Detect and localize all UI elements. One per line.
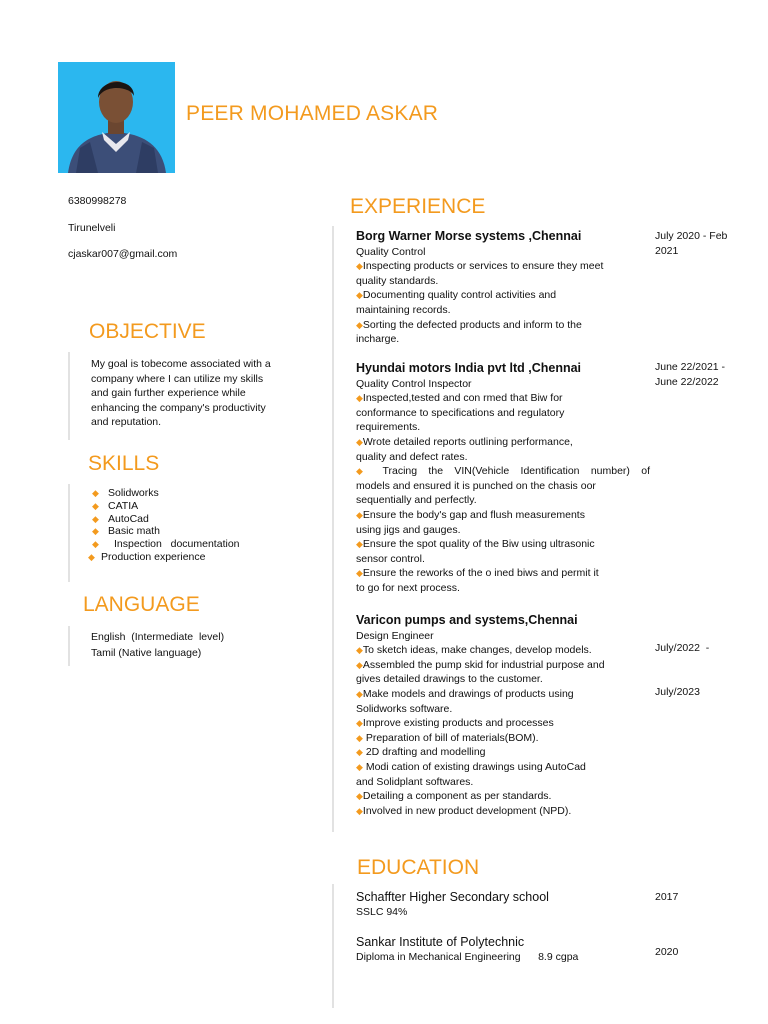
job-line: ◆ Tracing the VIN(Vehicle Identification number) of bbox=[356, 465, 650, 478]
education-entry bbox=[356, 890, 549, 918]
diamond-bullet-icon: ◆ bbox=[88, 551, 95, 562]
objective-heading: OBJECTIVE bbox=[89, 320, 206, 343]
job-line: ◆Ensure the reworks of the o ined biws and permit it bbox=[356, 567, 599, 580]
job-line: ◆Inspected,tested and con rmed that Biw for bbox=[356, 392, 563, 405]
diamond-bullet-icon: ◆ bbox=[356, 568, 363, 579]
city: Tirunelveli bbox=[68, 222, 116, 234]
objective-line: company where I can utilize my skills bbox=[91, 372, 264, 385]
language-item: Tamil (Native language) bbox=[91, 646, 202, 659]
job-line: sequentially and perfectly. bbox=[356, 494, 477, 507]
job-dates: July 2020 - Feb 2021 bbox=[655, 230, 728, 257]
job-line: conformance to specifications and regulatory bbox=[356, 406, 565, 419]
job-line: ◆Documenting quality control activities and bbox=[356, 289, 557, 302]
diamond-bullet-icon: ◆ bbox=[92, 526, 99, 537]
job-line: ◆Inspecting products or services to ensure they meet bbox=[356, 260, 604, 273]
job-line: models and ensured it is punched on the chasis oor bbox=[356, 479, 596, 492]
job-line: ◆Improve existing products and processes bbox=[356, 717, 554, 730]
diamond-bullet-icon: ◆ bbox=[356, 290, 363, 301]
objective-line: enhancing the company's productivity bbox=[91, 401, 266, 414]
education-year: 2017 bbox=[655, 891, 679, 903]
job-line: ◆ Modi cation of existing drawings using AutoCad bbox=[356, 760, 586, 773]
diamond-bullet-icon: ◆ bbox=[356, 261, 363, 272]
job-company: Borg Warner Morse systems ,Chennai bbox=[356, 229, 582, 243]
job-entry bbox=[356, 229, 650, 347]
education-entry bbox=[356, 935, 578, 963]
job-line: quality standards. bbox=[356, 274, 439, 287]
job-line: incharge. bbox=[356, 333, 400, 346]
divider bbox=[68, 626, 70, 666]
diamond-bullet-icon: ◆ bbox=[356, 393, 363, 404]
diamond-bullet-icon: ◆ bbox=[356, 539, 363, 550]
diamond-bullet-icon: ◆ bbox=[356, 791, 363, 802]
diamond-bullet-icon: ◆ bbox=[356, 805, 363, 816]
diamond-bullet-icon: ◆ bbox=[356, 466, 372, 477]
school-name: Sankar Institute of Polytechnic bbox=[356, 935, 525, 949]
job-line: ◆Involved in new product development (NPD). bbox=[356, 804, 572, 817]
phone-number: 6380998278 bbox=[68, 195, 127, 207]
job-line: ◆Sorting the defected products and inform to the bbox=[356, 318, 582, 331]
education-year: 2020 bbox=[655, 946, 679, 958]
divider bbox=[332, 884, 334, 1008]
objective-line: My goal is tobecome associated with a bbox=[91, 358, 271, 370]
diamond-bullet-icon: ◆ bbox=[356, 732, 363, 743]
job-line: requirements. bbox=[356, 421, 421, 434]
job-line: quality and defect rates. bbox=[356, 450, 468, 463]
skill-item: ◆ AutoCad bbox=[92, 512, 149, 525]
job-line: ◆Make models and drawings of products using bbox=[356, 687, 574, 700]
job-role: Design Engineer bbox=[356, 629, 434, 642]
school-name: Schaffter Higher Secondary school bbox=[356, 890, 549, 904]
objective-line: and reputation. bbox=[91, 416, 162, 429]
diamond-bullet-icon: ◆ bbox=[356, 761, 363, 772]
diamond-bullet-icon: ◆ bbox=[356, 436, 363, 447]
job-dates: June 22/2021 - June 22/2022 bbox=[655, 361, 726, 388]
job-line: ◆Ensure the body's gap and flush measurements bbox=[356, 508, 585, 521]
diamond-bullet-icon: ◆ bbox=[92, 488, 99, 498]
objective-text bbox=[91, 357, 291, 430]
job-line: to go for next process. bbox=[356, 581, 460, 594]
job-company: Varicon pumps and systems,Chennai bbox=[356, 613, 578, 627]
job-line: Solidworks software. bbox=[356, 702, 453, 715]
skill-item: ◆ Inspection documentation bbox=[92, 538, 240, 551]
school-detail: Diploma in Mechanical Engineering 8.9 cgpa bbox=[356, 951, 579, 963]
diamond-bullet-icon: ◆ bbox=[356, 509, 363, 520]
person-portrait-icon bbox=[58, 62, 175, 173]
job-line: ◆Wrote detailed reports outlining performance, bbox=[356, 435, 573, 448]
candidate-name: PEER MOHAMED ASKAR bbox=[186, 102, 439, 125]
skills-list bbox=[88, 487, 240, 564]
skill-item: ◆ Production experience bbox=[88, 550, 206, 563]
diamond-bullet-icon: ◆ bbox=[356, 319, 363, 330]
divider bbox=[68, 484, 70, 582]
experience-heading: EXPERIENCE bbox=[350, 195, 486, 218]
job-company: Hyundai motors India pvt ltd ,Chennai bbox=[356, 361, 582, 375]
job-entry bbox=[356, 361, 650, 596]
language-list bbox=[91, 630, 224, 661]
diamond-bullet-icon: ◆ bbox=[92, 513, 99, 524]
education-heading: EDUCATION bbox=[357, 856, 480, 879]
diamond-bullet-icon: ◆ bbox=[92, 539, 99, 550]
objective-line: and gain further experience while bbox=[91, 387, 246, 400]
job-line: using jigs and gauges. bbox=[356, 523, 461, 536]
job-line: sensor control. bbox=[356, 552, 425, 565]
diamond-bullet-icon: ◆ bbox=[356, 645, 363, 656]
job-entry bbox=[356, 613, 650, 818]
job-role: Quality Control bbox=[356, 245, 426, 258]
job-line: and Solidplant softwares. bbox=[356, 775, 474, 788]
school-detail: SSLC 94% bbox=[356, 906, 408, 918]
job-line: ◆Detailing a component as per standards. bbox=[356, 790, 552, 803]
job-line: ◆ 2D drafting and modelling bbox=[356, 746, 486, 759]
skills-heading: SKILLS bbox=[88, 452, 160, 475]
language-heading: LANGUAGE bbox=[83, 593, 200, 616]
diamond-bullet-icon: ◆ bbox=[356, 718, 363, 729]
skill-item: ◆ Solidworks bbox=[92, 487, 159, 499]
job-line: ◆To sketch ideas, make changes, develop models. bbox=[356, 644, 592, 657]
diamond-bullet-icon: ◆ bbox=[356, 659, 363, 670]
language-item: English (Intermediate level) bbox=[91, 631, 225, 643]
profile-photo bbox=[58, 62, 175, 173]
divider bbox=[332, 226, 334, 832]
job-line: ◆Ensure the spot quality of the Biw using ultrasonic bbox=[356, 538, 595, 551]
divider bbox=[68, 352, 70, 440]
diamond-bullet-icon: ◆ bbox=[356, 747, 363, 758]
job-line: maintaining records. bbox=[356, 303, 451, 316]
job-dates: July/2022 - July/2023 bbox=[655, 642, 710, 698]
skill-item: ◆ Basic math bbox=[92, 525, 160, 538]
email: cjaskar007@gmail.com bbox=[68, 248, 178, 260]
skill-item: ◆ CATIA bbox=[92, 499, 139, 512]
diamond-bullet-icon: ◆ bbox=[356, 688, 363, 699]
job-line: gives detailed drawings to the customer. bbox=[356, 673, 543, 686]
diamond-bullet-icon: ◆ bbox=[92, 500, 99, 511]
job-line: ◆ Preparation of bill of materials(BOM). bbox=[356, 731, 539, 744]
job-line: ◆Assembled the pump skid for industrial purpose and bbox=[356, 658, 605, 671]
job-role: Quality Control Inspector bbox=[356, 377, 472, 390]
